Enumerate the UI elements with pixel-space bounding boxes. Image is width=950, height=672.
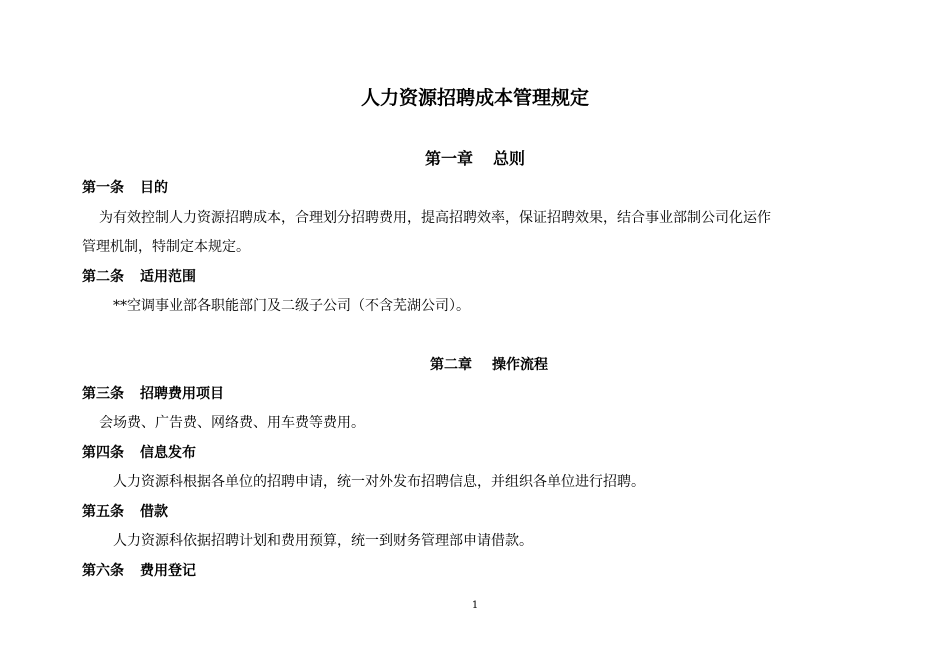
- article-5-text: 人力资源科依据招聘计划和费用预算，统一到财务管理部申请借款。: [113, 533, 533, 549]
- article-1-text-line-1: 为有效控制人力资源招聘成本，合理划分招聘费用，提高招聘效率，保证招聘效果，结合事业部制公司化运作: [99, 210, 771, 226]
- article-name: 借款: [140, 504, 168, 520]
- chapter-heading-1: [0, 148, 950, 170]
- article-heading-4: [82, 443, 196, 463]
- article-name: 目的: [140, 180, 168, 196]
- article-number: 第五条: [82, 504, 124, 520]
- article-number: 第三条: [82, 386, 124, 402]
- article-name: 适用范围: [140, 269, 196, 285]
- article-2-text: **空调事业部各职能部门及二级子公司（不含芜湖公司）。: [113, 298, 470, 314]
- article-number: 第四条: [82, 445, 124, 461]
- article-heading-1: [82, 178, 168, 198]
- chapter-heading-2: [14, 355, 950, 375]
- chapter-number: 第二章: [430, 357, 472, 373]
- article-heading-3: [82, 384, 224, 404]
- article-name: 信息发布: [140, 445, 196, 461]
- chapter-name: 操作流程: [492, 357, 548, 373]
- document-title: 人力资源招聘成本管理规定: [360, 87, 589, 109]
- article-4-text: 人力资源科根据各单位的招聘申请，统一对外发布招聘信息，并组织各单位进行招聘。: [113, 474, 645, 490]
- article-heading-5: [82, 502, 168, 522]
- article-heading-2: [82, 267, 196, 287]
- article-3-text: 会场费、广告费、网络费、用车费等费用。: [99, 415, 365, 431]
- article-number: 第二条: [82, 269, 124, 285]
- chapter-number: 第一章: [424, 149, 473, 168]
- article-number: 第一条: [82, 180, 124, 196]
- article-1-text-line-2: 管理机制，特制定本规定。: [82, 239, 250, 255]
- article-name: 费用登记: [140, 563, 196, 579]
- article-name: 招聘费用项目: [140, 386, 224, 402]
- chapter-name: 总则: [493, 149, 526, 168]
- page-number: 1: [471, 600, 479, 611]
- article-heading-6: [82, 561, 196, 581]
- article-number: 第六条: [82, 563, 124, 579]
